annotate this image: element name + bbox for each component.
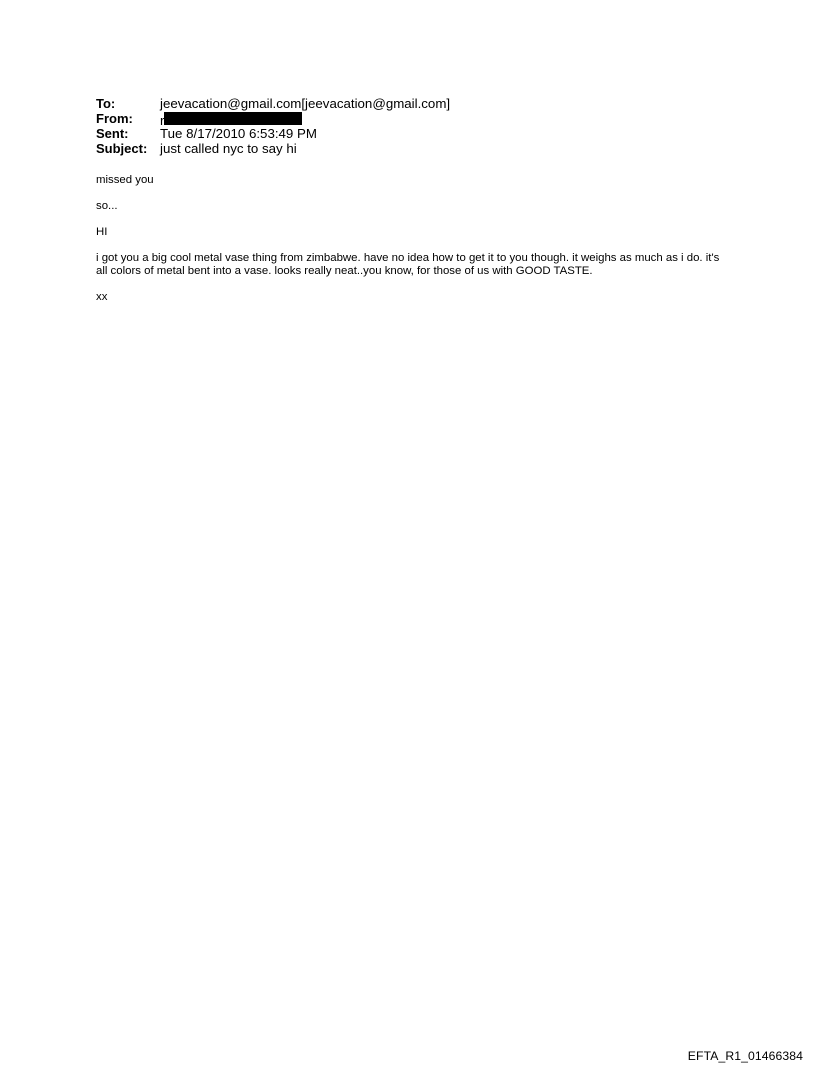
sent-value: Tue 8/17/2010 6:53:49 PM xyxy=(160,126,317,141)
subject-row xyxy=(96,141,736,156)
to-label: To: xyxy=(96,96,116,111)
from-label: From: xyxy=(96,111,133,126)
subject-label: Subject: xyxy=(96,141,148,156)
body-paragraph-3: HI xyxy=(96,226,108,238)
subject-value: just called nyc to say hi xyxy=(160,141,297,156)
body-paragraph-1: missed you xyxy=(96,174,154,186)
email-body xyxy=(96,174,726,317)
sent-row xyxy=(96,126,736,141)
to-value: jeevacation@gmail.com[jeevacation@gmail.com] xyxy=(160,96,451,111)
to-row xyxy=(96,96,736,111)
redaction-box xyxy=(164,112,302,125)
sent-label: Sent: xyxy=(96,126,129,141)
body-paragraph-5: xx xyxy=(96,291,108,303)
from-value-visible: r xyxy=(160,113,165,128)
email-header xyxy=(96,96,736,156)
body-paragraph-4: i got you a big cool metal vase thing from zimbabwe. have no idea how to get it to you though. it weighs as much as i do. it's all colors of metal bent into a vase. looks really neat..you know, for those of us with GOOD TASTE. xyxy=(96,252,723,277)
from-row xyxy=(96,111,736,126)
body-paragraph-2: so... xyxy=(96,200,118,212)
bates-number: EFTA_R1_01466384 xyxy=(687,1049,803,1063)
